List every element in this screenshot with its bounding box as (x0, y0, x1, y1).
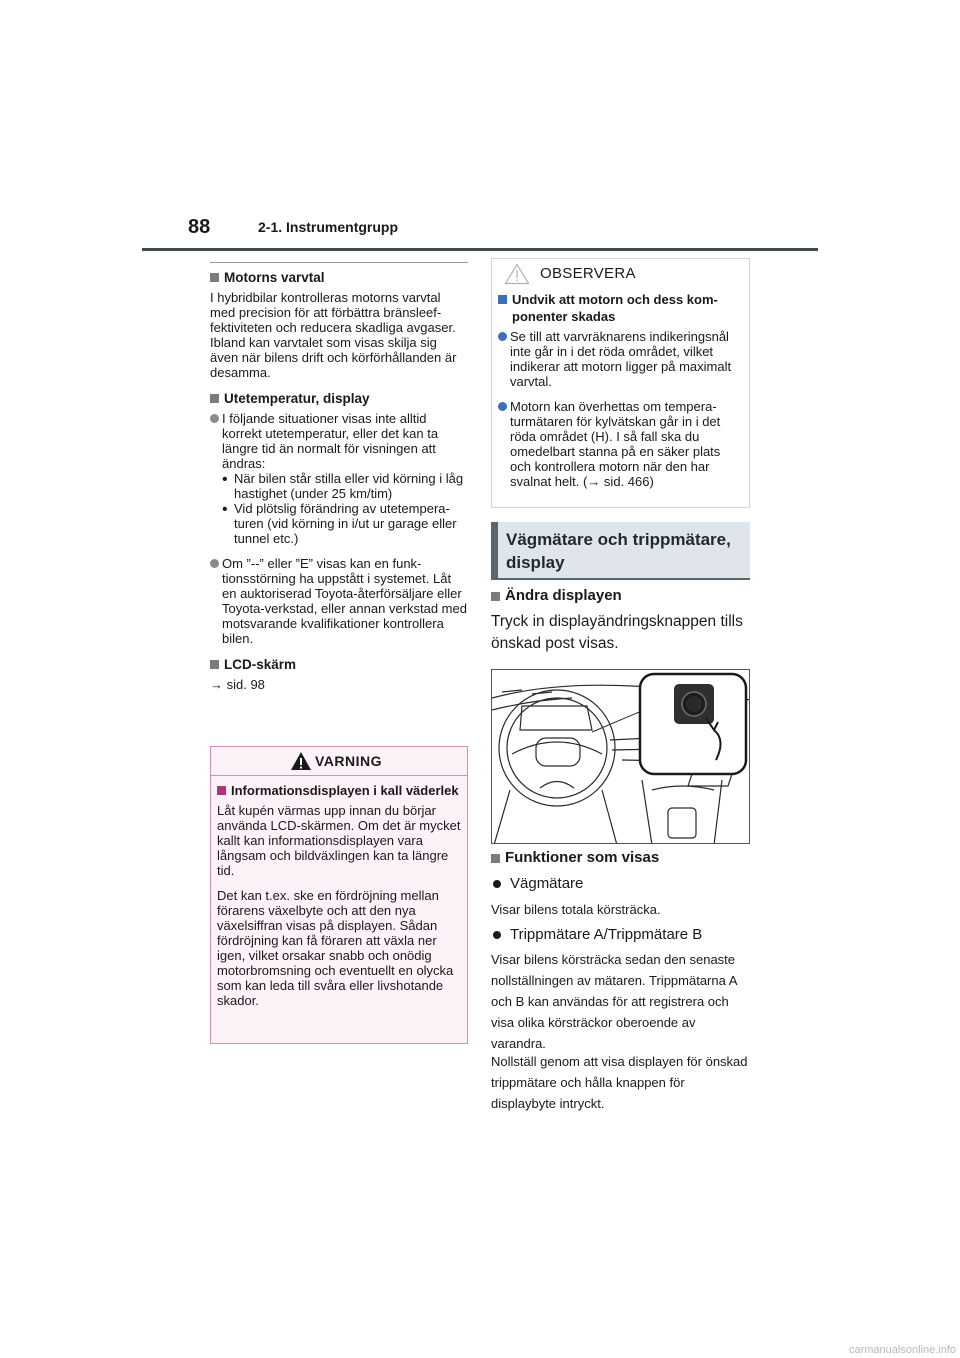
section-heading-band (491, 522, 750, 580)
square-bullet-icon (491, 854, 500, 863)
paragraph: Det kan t.ex. ske en fördröjning mellan förarens växelbyte och att den nya växelsiffran visas på displayen. Sådan fördröjning kan få föraren att växla ner igen, vilket orsakar snabb och onödig motorbromsning och eventuellt en olycka som kan leda till svåra eller livshotande skador. (217, 888, 454, 1008)
square-bullet-icon (210, 660, 219, 669)
section-engine-rpm: Motorns varvtal (210, 262, 468, 286)
section-outside-temp: Utetemperatur, display (210, 390, 468, 407)
feature-tripmeter: Trippmätare A/Trippmätare B (493, 926, 702, 943)
sub-list (210, 471, 468, 546)
watermark: carmanualsonline.info (848, 1344, 956, 1356)
square-bullet-icon (210, 394, 219, 403)
paragraph: I hybridbilar kontrolleras motorns varvtal med precision för att förbättra bränsleeffektiviteten och reducera skadliga avgaser. (210, 290, 456, 335)
feature-description: Nollställ genom att visa displayen för önskad trippmätare och hålla knappen för displaybyte intryckt. (491, 1054, 748, 1111)
notice-body (492, 289, 749, 489)
warning-body (211, 776, 467, 1008)
notice-box (491, 258, 750, 508)
paragraph: Låt kupén värmas upp innan du börjar använda LCD-skärmen. Om det är mycket kallt kan informationsdisplayen vara långsam och bildväxlingen kan ta längre tid. (217, 803, 461, 878)
caution-outline-icon (504, 263, 530, 285)
circle-bullet-icon (210, 414, 219, 423)
notice-header (492, 259, 749, 289)
feature-odometer: Vägmätare (493, 875, 583, 892)
subsection-functions: Funktioner som visas (491, 849, 659, 866)
steering-wheel-illustration (491, 669, 750, 844)
notice-title: OBSERVERA (540, 265, 636, 282)
paragraph: Ibland kan varvtalet som visas skilja sig även när bilens drift och körförhållanden är desamma. (210, 335, 457, 380)
sub-list-item: • När bilen står stilla eller vid körning i låg hastighet (under 25 km/tim) (222, 471, 464, 501)
steering-wheel-drawing (492, 670, 750, 844)
sub-list-item: • Vid plötslig förändring av utetemperaturen (vid körning in i/ut ur garage eller tunnel etc.) (222, 501, 457, 546)
subsection-change-display: Ändra displayen (491, 587, 622, 604)
page-number: 88 (188, 216, 211, 238)
notice-subtitle: Undvik att motorn och dess komponenter skadas (498, 291, 743, 325)
bullet-dot-icon (493, 931, 501, 939)
warning-box (210, 746, 468, 1044)
circle-bullet-icon (498, 402, 507, 411)
section-heading: Vägmätare och trippmätare, display (506, 530, 731, 572)
square-bullet-icon (491, 592, 500, 601)
square-bullet-icon (210, 273, 219, 282)
warning-triangle-icon (290, 751, 312, 771)
warning-header (211, 747, 467, 776)
feature-description: Visar bilens körsträcka sedan den senaste nollställningen av mätaren. Trippmätarna A och B kan användas för att registrera och visa olika körsträckor oberoende av varandra. (491, 952, 737, 1051)
page-reference: → sid. 98 (210, 677, 265, 692)
feature-description: Visar bilens totala körsträcka. (491, 902, 661, 917)
warning-title: VARNING (315, 753, 383, 769)
list-item: Om ”--” eller ”E” visas kan en funktionsstörning ha uppstått i systemet. Låt en auktoriserad Toyota-återförsäljare eller Toyota-verkstad, eller annan verkstad med motsvarande kvalifikationer kontrollera bilen. (210, 556, 468, 646)
bullet-dot-icon (493, 880, 501, 888)
list-item: I följande situationer visas inte alltid korrekt utetemperatur, eller det kan ta längre tid än normalt för visningen att ändras: (210, 411, 468, 471)
section-lcd: LCD-skärm (210, 656, 468, 673)
instruction-text: Tryck in displayändringsknappen tills önskad post visas. (491, 613, 743, 652)
page-header (142, 214, 818, 251)
circle-bullet-icon (498, 332, 507, 341)
chapter-title: 2-1. Instrumentgrupp (258, 219, 399, 235)
list-item: Se till att varvräknarens indikeringsnål inte går in i det röda området, vilket indikerar att motorn ligger på maximalt varvtal. (498, 329, 743, 389)
left-column (210, 262, 468, 702)
square-bullet-icon (217, 786, 226, 795)
warning-subtitle: Informationsdisplayen i kall väderlek (217, 782, 461, 799)
circle-bullet-icon (210, 559, 219, 568)
list-item: Motorn kan överhettas om temperaturmätaren för kylvätskan går in i det röda området (H). I så fall ska du omedelbart stanna på en säker plats och kontrollera motorn när den har svalnat helt. (→ sid. 466) (498, 399, 743, 489)
square-bullet-icon (498, 295, 507, 304)
